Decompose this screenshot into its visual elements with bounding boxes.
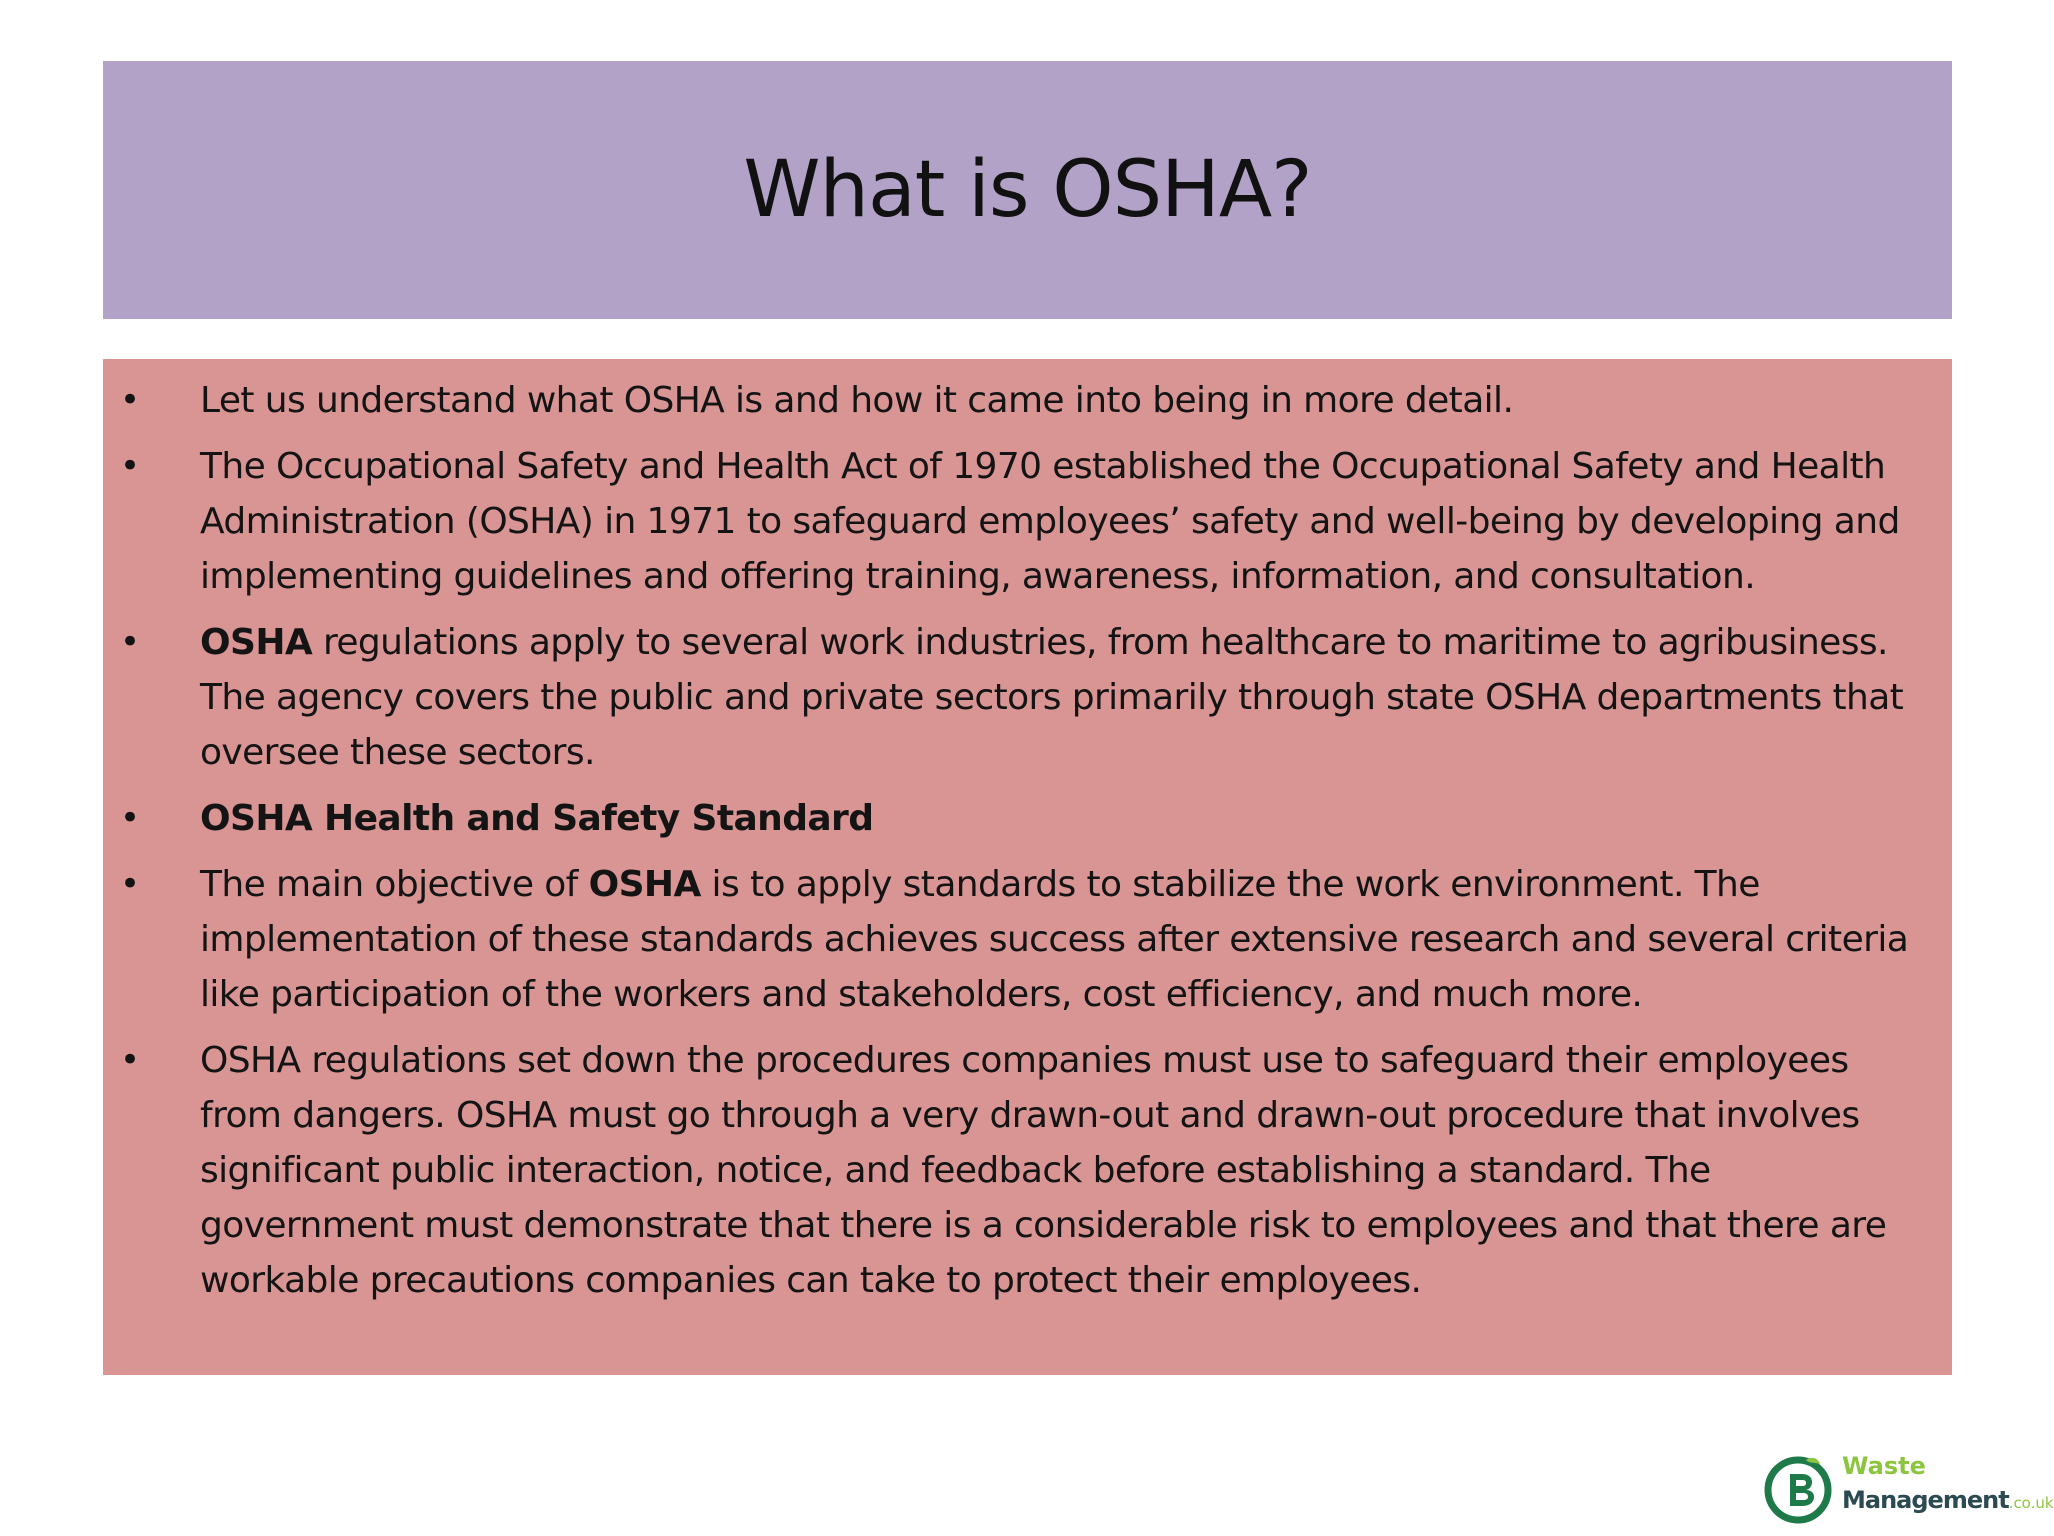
content-box	[103, 359, 1952, 1375]
logo-text-management	[1842, 1486, 2054, 1514]
slide-title: What is OSHA?	[743, 145, 1312, 235]
bullet-item	[103, 1033, 1922, 1308]
bullet-item	[103, 439, 1922, 604]
waste-management-logo-icon	[1762, 1452, 1834, 1524]
logo-text-suffix: .co.uk	[2008, 1494, 2054, 1512]
logo-text-waste: Waste	[1842, 1452, 1926, 1480]
bullet-dot: •	[120, 798, 140, 838]
bullet-text: The main objective of	[200, 864, 589, 905]
title-banner	[103, 61, 1952, 319]
bullet-text: OSHA regulations set down the procedures companies must use to safeguard their employees from dangers. OSHA must go through a very drawn-out and drawn-out procedure that involves significant public interaction, notice, and feedback before establishing a standard. The government must demonstrate that there is a considerable risk to employees and that there are workable precautions companies can take to protect their employees.	[200, 1040, 1887, 1301]
bullet-text-bold: OSHA	[588, 864, 701, 905]
bullet-dot: •	[120, 1040, 140, 1080]
bullet-item	[103, 615, 1922, 780]
bullet-item	[103, 791, 1922, 846]
bullet-dot: •	[120, 622, 140, 662]
logo-text-management-main: Management	[1842, 1486, 2009, 1514]
bullet-item	[103, 373, 1922, 428]
bullet-dot: •	[120, 446, 140, 486]
bullet-text-bold: OSHA Health and Safety Standard	[200, 798, 874, 839]
bullet-item	[103, 857, 1922, 1022]
company-logo	[1762, 1452, 2054, 1524]
bullet-dot: •	[120, 380, 140, 420]
bullet-dot: •	[120, 864, 140, 904]
bullet-text: Let us understand what OSHA is and how it came into being in more detail.	[200, 380, 1514, 421]
bullet-text: regulations apply to several work industries, from healthcare to maritime to agribusiness. The agency covers the public and private sectors primarily through state OSHA departments that oversee these sectors.	[200, 622, 1904, 773]
bullet-text: The Occupational Safety and Health Act of 1970 established the Occupational Safety and Health Administration (OSHA) in 1971 to safeguard employees’ safety and well-being by developing and implementing guidelines and offering training, awareness, information, and consultation.	[200, 446, 1900, 597]
bullet-text-bold: OSHA	[200, 622, 313, 663]
bullet-list	[103, 359, 1952, 1308]
bullet-text: is to apply standards to stabilize the work environment. The implementation of these standards achieves success after extensive research and several criteria like participation of the workers and stakeholders, cost efficiency, and much more.	[200, 864, 1909, 1015]
